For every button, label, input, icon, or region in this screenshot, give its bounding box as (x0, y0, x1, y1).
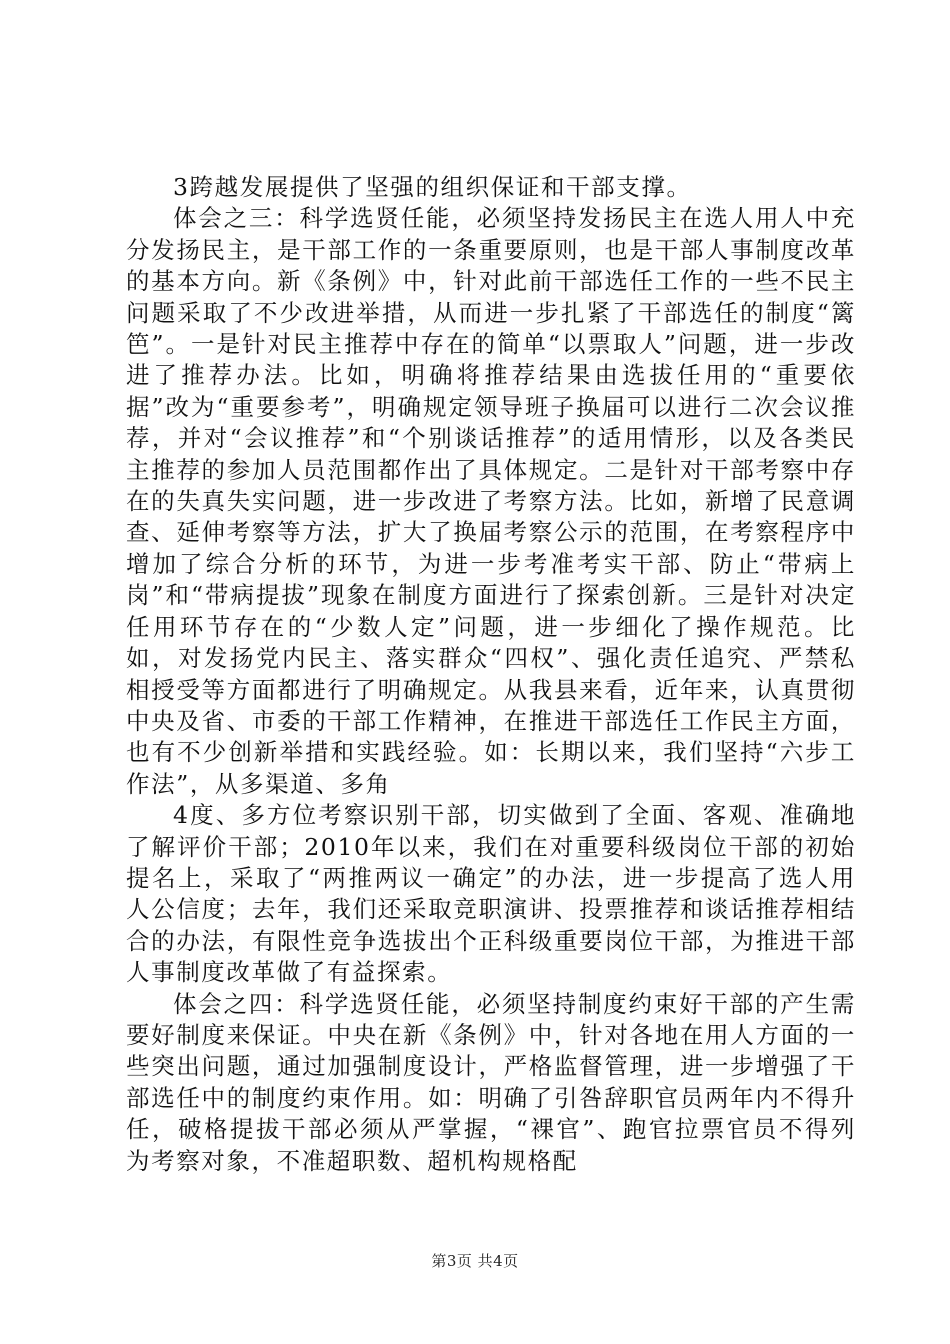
document-body (126, 172, 856, 1177)
paragraph-4: 体会之四：科学选贤任能，必须坚持制度约束好干部的产生需要好制度来保证。中央在新《条例》中，针对各地在用人方面的一些突出问题，通过加强制度设计，严格监督管理，进一步增强了干部选任中的制度约束作用。如：明确了引咎辞职官员两年内不得升任，破格提拔干部必须从严掌握，“裸官”、跑官拉票官员不得列为考察对象，不准超职数、超机构规格配 (126, 989, 856, 1175)
paragraph-2: 体会之三：科学选贤任能，必须坚持发扬民主在选人用人中充分发扬民主，是干部工作的一条重要原则，也是干部人事制度改革的基本方向。新《条例》中，针对此前干部选任工作的一些不民主问题采取了不少改进举措，从而进一步扎紧了干部选任的制度“篱笆”。一是针对民主推荐中存在的简单“以票取人”问题，进一步改进了推荐办法。比如，明确将推荐结果由选拔任用的“重要依据”改为“重要参考”，明确规定领导班子换届可以进行二次会议推荐，并对“会议推荐”和“个别谈话推荐”的适用情形，以及各类民主推荐的参加人员范围都作出了具体规定。二是针对干部考察中存在的失真失实问题，进一步改进了考察方法。比如，新增了民意调查、延伸考察等方法，扩大了换届考察公示的范围，在考察程序中增加了综合分析的环节，为进一步考准考实干部、防止“带病上岗”和“带病提拔”现象在制度方面进行了探索创新。三是针对决定任用环节存在的“少数人定”问题，进一步细化了操作规范。比如，对发扬党内民主、落实群众“四权”、强化责任追究、严禁私相授受等方面都进行了明确规定。从我县来看，近年来，认真贯彻中央及省、市委的干部工作精神，在推进干部选任工作民主方面，也有不少创新举措和实践经验。如：长期以来，我们坚持“六步工作法”，从多渠道、多角 (126, 204, 856, 798)
paragraph-3: 4度、多方位考察识别干部，切实做到了全面、客观、准确地了解评价干部；2010年以来，我们在对重要科级岗位干部的初始提名上，采取了“两推两议一确定”的办法，进一步提高了选人用人公信度；去年，我们还采取竞职演讲、投票推荐和谈话推荐相结合的办法，有限性竞争选拔出个正科级重要岗位干部，为推进干部人事制度改革做了有益探索。 (126, 801, 856, 987)
page-footer: 第3页 共4页 (431, 1252, 519, 1270)
paragraph-1: 3跨越发展提供了坚强的组织保证和干部支撑。 (173, 173, 692, 201)
